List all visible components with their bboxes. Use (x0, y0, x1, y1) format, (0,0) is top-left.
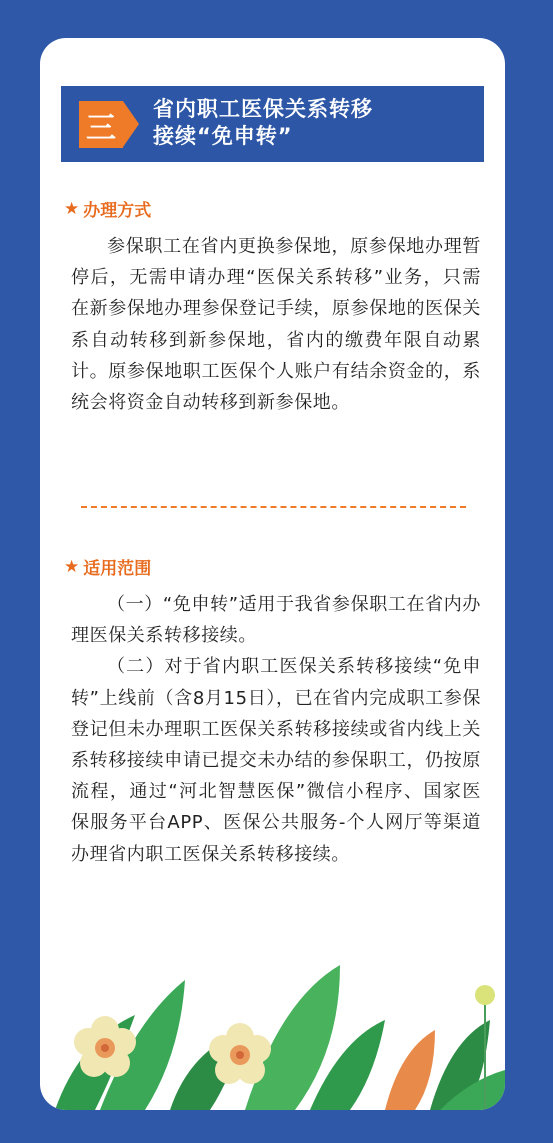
heading-method (64, 196, 151, 221)
heading-scope-label: 适用范围 (83, 559, 152, 579)
dashed-divider (81, 506, 466, 508)
section-title-line1: 省内职工医保关系转移 (153, 97, 373, 121)
section-header-banner (61, 86, 484, 162)
method-paragraph: 参保职工在省内更换参保地，原参保地办理暂停后，无需申请办理“医保关系转移”业务，只需在新参保地办理参保登记手续，原参保地的医保关系自动转移到新参保地，省内的缴费年限自动累计。原参保地职工医保个人账户有结余资金的，系统会将资金自动转移到新参保地。 (71, 236, 481, 414)
scope-paragraph-2: （二）对于省内职工医保关系转移接续“免申转”上线前（含8月15日），已在省内完成职工参保登记但未办理职工医保关系转移接续或省内线上关系转移接续申请已提交未办结的参保职工，仍按原流程，通过“河北智慧医保”微信小程序、国家医保服务平台APP、医保公共服务-个人网厅等渠道办理省内职工医保关系转移接续。 (71, 656, 481, 865)
section-title-line2: 接续“免申转” (153, 124, 293, 148)
method-body (71, 231, 481, 418)
badge-arrow (123, 101, 139, 147)
section-number-badge: 三 (79, 101, 123, 148)
star-icon: ★ (64, 556, 80, 577)
scope-paragraph-1: （一）“免申转”适用于我省参保职工在省内办理医保关系转移接续。 (71, 594, 481, 647)
section-title (153, 96, 473, 150)
leaf (385, 1030, 435, 1110)
star-icon: ★ (64, 198, 80, 219)
heading-scope (64, 554, 151, 579)
flower-bud (475, 985, 495, 1005)
plant-decoration (40, 960, 505, 1110)
content-card (40, 38, 505, 1110)
flower (209, 1023, 271, 1084)
heading-method-label: 办理方式 (83, 201, 152, 221)
scope-body (71, 589, 481, 870)
